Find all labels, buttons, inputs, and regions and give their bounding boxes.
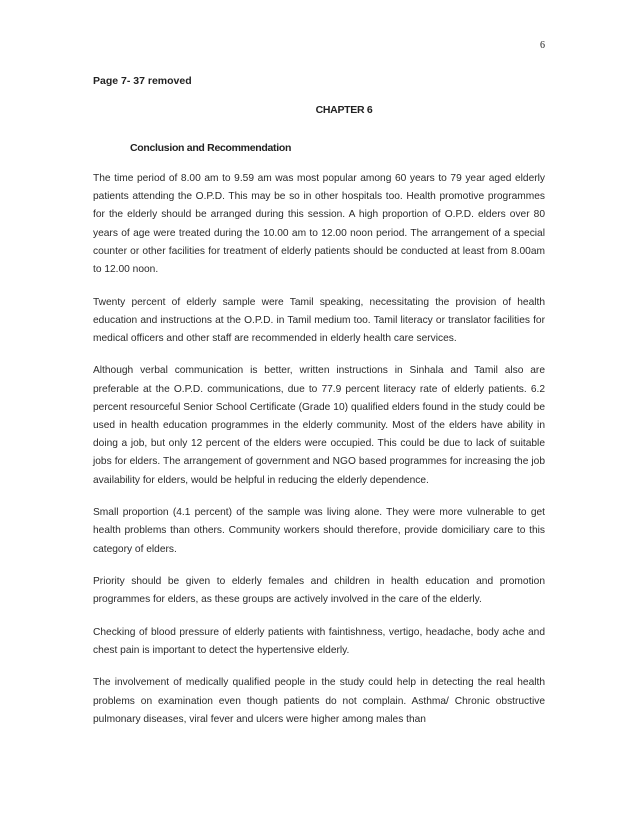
paragraph-tamil-speaking: Twenty percent of elderly sample were Tamil speaking, necessitating the provision of health education and instructions at the O.P.D. in Tamil medium too. Tamil literacy or translator facilities for medical officers and other staff are recommended in elderly health care services. [93,296,545,344]
paragraph-blood-pressure: Checking of blood pressure of elderly patients with faintishness, vertigo, headache, body ache and chest pain is important to detect the hypertensive elderly. [93,626,545,656]
paragraph-priority: Priority should be given to elderly females and children in health education and promotion programmes for elders, as these groups are actively involved in the care of the elderly. [93,576,545,606]
paragraph-living-alone: Small proportion (4.1 percent) of the sample was living alone. They were more vulnerable to get health problems than others. Community workers should therefore, provide domiciliary care to this category of elders. [93,507,545,555]
page-number: 6 [540,40,545,51]
paragraph-time-period: The time period of 8.00 am to 9.59 am was most popular among 60 years to 79 year aged elderly patients attending the O.P.D. This may be so in other hospitals too. Health promotive programmes for the elderly should be arranged during this session. A high proportion of O.P.D. elders over 80 years of age were treated during the 10.00 am to 12.00 noon period. The arrangement of a special counter or other facilities for treatment of elderly patients should be conducted at least from 8.00am to 12.00 noon. [93,173,545,276]
section-title: Conclusion and Recommendation [130,142,292,154]
paragraph-written-instructions: Although verbal communication is better, written instructions in Sinhala and Tamil also are preferable at the O.P.D. communications, due to 77.9 percent literacy rate of elderly patients. 6.2 percent resourceful Senior School Certificate (Grade 10) qualified elders found in the study could be used in health education programmes in the elderly community. Most of the elders have ability in doing a job, but only 12 percent of the elders were occupied. This could be due to lack of suitable jobs for elders. The arrangement of government and NGO based programmes for increasing the job availability for elders, would be helpful in reducing the elderly dependence. [93,365,545,486]
body-text [93,170,545,743]
removed-pages-note: Page 7- 37 removed [93,75,192,87]
paragraph-medical-involvement: The involvement of medically qualified people in the study could help in detecting the real health problems on examination even though patients do not complain. Asthma/ Chronic obstructive pulmonary diseases, viral fever and ulcers were higher among males than [93,677,545,725]
chapter-title: CHAPTER 6 [315,104,373,116]
